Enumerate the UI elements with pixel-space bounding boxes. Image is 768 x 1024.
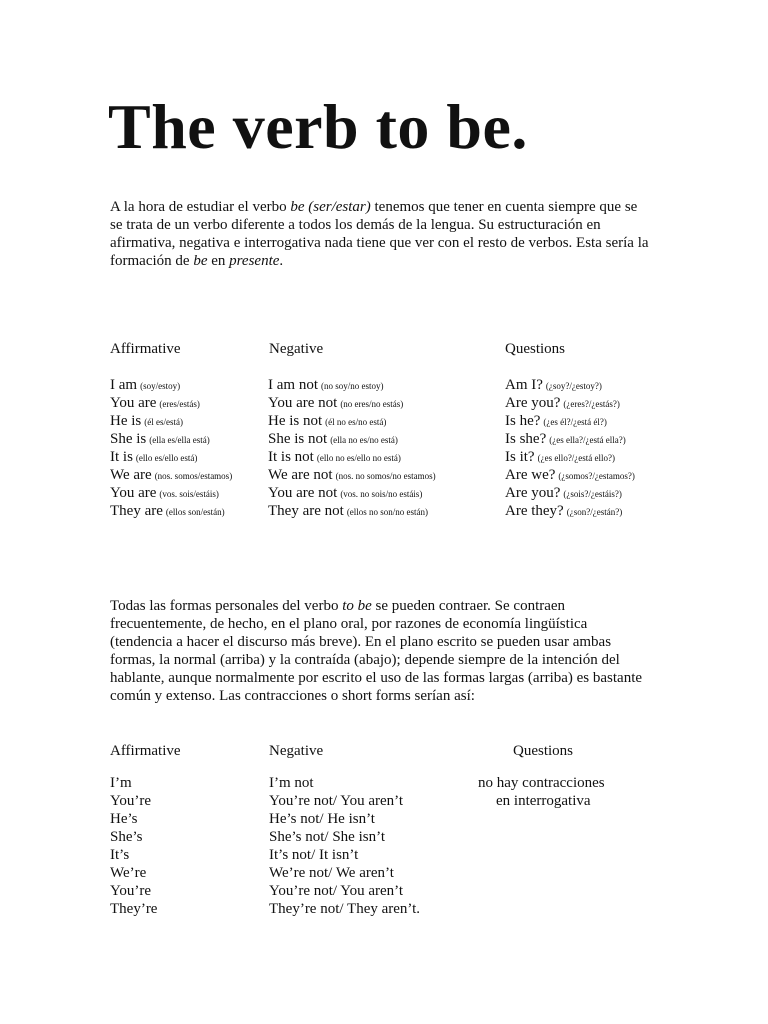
table1-translation: (¿eres?/¿estás?) [563,399,620,409]
table1-form: She is [110,431,147,447]
table1-form: Are you? [505,395,561,411]
table1-form: Are they? [505,503,564,519]
table1-cell-neg [268,503,428,520]
table2-header-questions: Questions [513,743,573,759]
table1-cell-neg [268,467,436,484]
table1-cell-neg [268,377,384,394]
table1-cell-aff [110,467,232,484]
table1-translation: (ello es/ello está) [135,453,198,463]
table1-form: Is she? [505,431,547,447]
table2-cell-aff: They’re [110,901,158,917]
table1-cell-neg [268,431,398,448]
table1-cell-q [505,431,626,448]
table1-translation: (nos. somos/estamos) [154,471,233,481]
table1-translation: (¿es ella?/¿está ella?) [549,435,626,445]
table1-translation: (ello no es/ello no está) [316,453,401,463]
table1-form: Is he? [505,413,541,429]
table2-cell-aff: You’re [110,883,151,899]
table1-cell-neg [268,449,401,466]
table1-form: You are [110,395,157,411]
table1-translation: (¿es él?/¿está él?) [543,417,607,427]
table1-translation: (nos. no somos/no estamos) [335,471,436,481]
contraction-paragraph [110,597,650,705]
table1-translation: (ella es/ella está) [149,435,210,445]
table1-cell-q [505,485,622,502]
table1-translation: (él no es/no está) [325,417,387,427]
table1-header-negative: Negative [269,341,324,357]
table1-form: She is not [268,431,328,447]
table2-cell-neg: You’re not/ You aren’t [269,883,404,899]
table2-cell-neg: It’s not/ It isn’t [269,847,359,863]
table2-cell-neg: You’re not/ You aren’t [269,793,404,809]
table1-form: It is [110,449,133,465]
table1-form: I am [110,377,138,393]
intro-italic-1: be (ser/estar) [290,199,371,215]
table2-cell-aff: It’s [110,847,130,863]
table2-cell-neg: They’re not/ They aren’t. [269,901,421,917]
table2-cell-neg: She’s not/ She isn’t [269,829,385,845]
table1-cell-q [505,467,635,484]
table1-form: He is not [268,413,323,429]
table1-translation: (él es/está) [144,417,183,427]
table1-cell-aff [110,395,200,412]
table1-translation: (¿es ello?/¿está ello?) [537,453,616,463]
table1-cell-neg [268,413,386,430]
table1-cell-aff [110,431,210,448]
intro-text-4: . [279,253,284,269]
para2-italic-1: to be [342,598,372,614]
table1-translation: (no soy/no estoy) [321,381,384,391]
table1-header-questions: Questions [505,341,565,357]
table1-translation: (¿soy?/¿estoy?) [545,381,602,391]
table2-cell-aff: He’s [110,811,138,827]
para2-text-2: se pueden contraer. Se contraen frecuentemente, de hecho, en el plano oral, por razones de economía lingüística (tendencia a hacer el discurso más breve). En el plano escrito se pueden usar ambas formas, la normal (arriba) y la contraída (abajo); depende siempre de la intención del hablante, aunque normalmente por escrito el uso de las formas largas (arriba) es bastante común y extenso. Las contracciones o short forms serían así: [110,598,643,704]
table2-cell-aff: I’m [110,775,132,791]
table1-form: Are you? [505,485,561,501]
table1-header-affirmative: Affirmative [110,341,181,357]
table2-cell-neg: I’m not [269,775,314,791]
table1-cell-q [505,413,607,430]
table2-cell-neg: We’re not/ We aren’t [269,865,394,881]
table1-form: You are [110,485,157,501]
table1-form: Are we? [505,467,556,483]
table1-translation: (ellos son/están) [165,507,225,517]
table1-form: He is [110,413,142,429]
table1-cell-q [505,503,622,520]
table1-translation: (soy/estoy) [140,381,181,391]
table2-cell-aff: We’re [110,865,147,881]
table1-form: We are not [268,467,333,483]
table1-translation: (¿son?/¿están?) [566,507,623,517]
intro-italic-2: be [193,253,208,269]
intro-text-2: tenemos que tener en cuenta siempre que se se trata de un verbo diferente a todos los demás de la lengua. Su estructuración en afirmativa, negativa e interrogativa nada tiene que ver con el resto de verbos. Esta sería la formación de [110,199,649,269]
table1-cell-neg [268,395,403,412]
page-title: The verb to be. [108,91,528,162]
table1-translation: (¿somos?/¿estamos?) [558,471,635,481]
table1-cell-q [505,395,620,412]
table2-cell-aff: You’re [110,793,151,809]
questions-note-line-1: no hay contracciones [478,775,605,791]
table1-form: You are not [268,485,338,501]
table1-form: Is it? [505,449,535,465]
table2-header-affirmative: Affirmative [110,743,181,759]
table1-form: I am not [268,377,318,393]
table1-translation: (eres/estás) [159,399,200,409]
questions-note-line-2: en interrogativa [496,793,591,809]
para2-text-1: Todas las formas personales del verbo [110,598,343,614]
table1-cell-neg [268,485,422,502]
table1-form: Am I? [505,377,543,393]
table1-cell-aff [110,503,225,520]
table1-form: It is not [268,449,314,465]
table1-translation: (¿sois?/¿estáis?) [563,489,622,499]
table2-header-negative: Negative [269,743,324,759]
table1-translation: (vos. sois/estáis) [159,489,219,499]
table1-form: You are not [268,395,338,411]
table1-translation: (ellos no son/no están) [346,507,429,517]
intro-italic-3: presente [229,253,280,269]
table1-translation: (vos. no sois/no estáis) [340,489,423,499]
intro-text-1: A la hora de estudiar el verbo [110,199,291,215]
table2-cell-aff: She’s [110,829,143,845]
intro-text-3: en [207,253,230,269]
table1-form: We are [110,467,152,483]
table1-cell-aff [110,413,183,430]
table1-cell-aff [110,449,197,466]
table2-cell-neg: He’s not/ He isn’t [269,811,375,827]
table1-cell-aff [110,377,180,394]
table1-translation: (ella no es/no está) [330,435,398,445]
table1-cell-q [505,449,615,466]
table1-form: They are not [268,503,344,519]
intro-paragraph [110,198,650,270]
table1-cell-aff [110,485,219,502]
table1-form: They are [110,503,163,519]
table1-cell-q [505,377,602,394]
table1-translation: (no eres/no estás) [340,399,404,409]
